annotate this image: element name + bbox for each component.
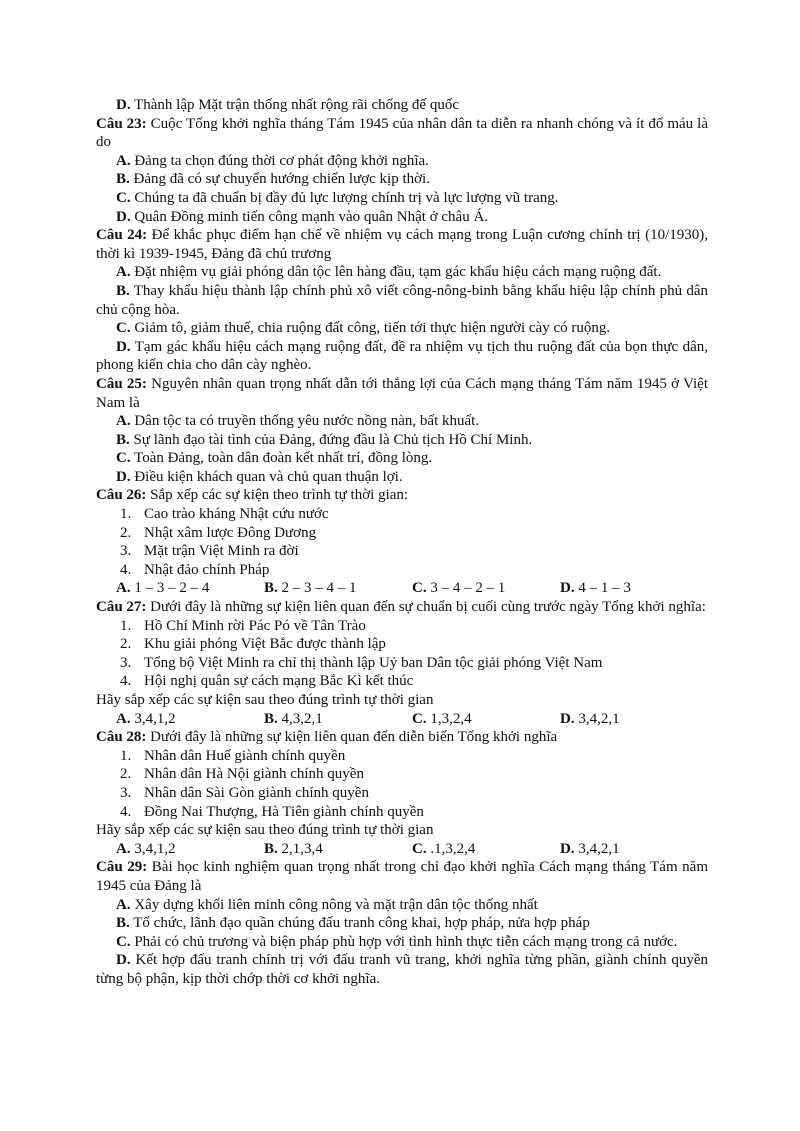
q23-stem <box>96 115 708 152</box>
q25-option-d <box>96 468 708 487</box>
q28-item <box>96 765 708 784</box>
option-letter: C. <box>412 710 427 727</box>
option-text: Giảm tô, giảm thuế, chia ruộng đất công, tiến tới thực hiện người cày có ruộng. <box>134 320 611 337</box>
option-letter: A. <box>116 580 131 597</box>
option-text: 3 – 4 – 2 – 1 <box>430 580 506 597</box>
q24-stem <box>96 226 708 263</box>
q24-option-d <box>96 338 708 375</box>
q22-option-d <box>96 96 708 115</box>
option-text: Quân Đồng minh tiến công mạnh vào quân Nhật ở châu Á. <box>134 208 489 225</box>
option-text: Thay khẩu hiệu thành lập chính phủ xô viết công-nông-binh bằng khẩu hiệu lập chính phủ dân chủ cộng hòa. <box>96 282 708 318</box>
item-text: Khu giải phóng Việt Bắc được thành lập <box>144 636 386 653</box>
q23-option-d <box>96 208 708 227</box>
item-number: 2. <box>120 524 132 541</box>
item-number: 2. <box>120 636 132 653</box>
answer-a <box>116 710 264 729</box>
item-number: 3. <box>120 543 132 560</box>
q25-option-a <box>96 412 708 431</box>
q25-stem <box>96 375 708 412</box>
option-text: 3,4,1,2 <box>134 710 176 727</box>
q27-instruction: Hãy sắp xếp các sự kiện sau theo đúng trình tự thời gian <box>96 692 434 708</box>
option-text: 4 – 1 – 3 <box>578 580 631 597</box>
answer-a <box>116 579 264 598</box>
question-label: Câu 24: <box>96 227 148 244</box>
item-number: 4. <box>120 561 132 578</box>
q26-item <box>96 542 708 561</box>
item-text: Tổng bộ Việt Minh ra chỉ thị thành lập Uỷ ban Dân tộc giải phóng Việt Nam <box>144 654 603 671</box>
option-letter: D. <box>560 580 575 597</box>
option-text: Điều kiện khách quan và chủ quan thuận lợi. <box>134 468 403 485</box>
answer-d <box>560 710 708 729</box>
q29-stem <box>96 858 708 895</box>
answer-c <box>412 710 560 729</box>
option-letter: B. <box>264 840 278 857</box>
q27-item <box>96 672 708 691</box>
option-text: Thành lập Mặt trận thống nhất rộng rãi chống đế quốc <box>134 97 459 113</box>
option-text: Xây dựng khối liên minh công nông và mặt trận dân tộc thống nhất <box>134 896 538 913</box>
q25-option-c <box>96 449 708 468</box>
option-letter: D. <box>116 97 131 113</box>
q28-item <box>96 747 708 766</box>
q28-answers <box>96 840 708 859</box>
q29-option-b <box>96 914 708 933</box>
option-letter: D. <box>116 338 131 355</box>
q23-option-c <box>96 189 708 208</box>
option-text: Tổ chức, lãnh đạo quần chúng đấu tranh công khai, hợp pháp, nửa hợp pháp <box>133 915 590 932</box>
option-text: Đặt nhiệm vụ giải phóng dân tộc lên hàng đầu, tạm gác khẩu hiệu cách mạng ruộng đất. <box>134 264 662 281</box>
q26-stem <box>96 486 708 505</box>
option-letter: D. <box>560 710 575 727</box>
item-text: Mặt trận Việt Minh ra đời <box>144 543 299 560</box>
question-text: Dưới đây là những sự kiện liên quan đến diễn biến Tổng khởi nghĩa <box>150 729 558 746</box>
question-label: Câu 26: <box>96 487 147 504</box>
option-letter: D. <box>116 208 131 225</box>
option-letter: C. <box>116 320 131 337</box>
answer-a <box>116 840 264 859</box>
option-letter: A. <box>116 840 131 857</box>
item-text: Nhân dân Huế giành chính quyền <box>144 747 346 764</box>
item-text: Nhân dân Sài Gòn giành chính quyền <box>144 784 369 801</box>
item-text: Đồng Nai Thượng, Hà Tiên giành chính quyền <box>144 803 424 820</box>
q29-option-c <box>96 933 708 952</box>
exam-page <box>96 96 708 989</box>
item-number: 1. <box>120 506 132 523</box>
q28-instruction: Hãy sắp xếp các sự kiện sau theo đúng trình tự thời gian <box>96 822 434 839</box>
question-label: Câu 27: <box>96 599 147 616</box>
item-number: 3. <box>120 654 132 671</box>
option-text: Tạm gác khẩu hiệu cách mạng ruộng đất, đề ra nhiệm vụ tịch thu ruộng đất của bọn thực dân, phong kiến chia cho dân cày nghèo. <box>96 338 708 374</box>
option-text: Toàn Đảng, toàn dân đoàn kết nhất trí, đồng lòng. <box>134 450 433 467</box>
item-number: 3. <box>120 784 132 801</box>
option-letter: A. <box>116 264 131 281</box>
q25-option-b <box>96 431 708 450</box>
q24-option-c <box>96 319 708 338</box>
option-letter: B. <box>116 915 130 932</box>
question-label: Câu 29: <box>96 859 148 876</box>
q29-option-d <box>96 951 708 988</box>
question-text: Sắp xếp các sự kiện theo trình tự thời gian: <box>150 487 409 504</box>
q24-option-b <box>96 282 708 319</box>
option-text: 1,3,2,4 <box>430 710 472 727</box>
q26-answers <box>96 579 708 598</box>
option-text: .1,3,2,4 <box>430 840 476 857</box>
option-text: Chúng ta đã chuẩn bị đầy đủ lực lượng chính trị và lực lượng vũ trang. <box>134 189 559 206</box>
item-text: Nhân dân Hà Nội giành chính quyền <box>144 766 364 783</box>
option-text: Sự lãnh đạo tài tình của Đảng, đứng đầu là Chủ tịch Hồ Chí Minh. <box>133 431 533 448</box>
option-letter: A. <box>116 152 131 169</box>
q27-item <box>96 654 708 673</box>
question-text: Bài học kinh nghiệm quan trọng nhất trong chỉ đạo khởi nghĩa Cách mạng tháng Tám năm 1945 của Đảng là <box>96 859 709 894</box>
option-letter: D. <box>116 952 131 969</box>
item-number: 4. <box>120 803 132 820</box>
item-number: 2. <box>120 766 132 783</box>
q27-answers <box>96 710 708 729</box>
question-label: Câu 28: <box>96 729 147 746</box>
option-text: Dân tộc ta có truyền thống yêu nước nồng nàn, bất khuất. <box>134 413 480 430</box>
option-text: Phải có chủ trương và biện pháp phù hợp với tình hình thực tiễn cách mạng trong cả nước. <box>134 933 678 950</box>
item-number: 1. <box>120 617 132 634</box>
question-label: Câu 25: <box>96 375 147 392</box>
q28-stem <box>96 728 708 747</box>
q23-option-b <box>96 170 708 189</box>
question-text: Cuộc Tổng khởi nghĩa tháng Tám 1945 của nhân dân ta diễn ra nhanh chóng và ít đổ máu là do <box>96 115 709 151</box>
answer-b <box>264 840 412 859</box>
question-text: Nguyên nhân quan trọng nhất dẫn tới thắng lợi của Cách mạng tháng Tám năm 1945 ở Việt Nam là <box>96 375 709 411</box>
option-letter: C. <box>116 189 131 206</box>
option-text: 3,4,2,1 <box>578 840 620 857</box>
option-text: Đảng ta chọn đúng thời cơ phát động khởi nghĩa. <box>134 152 429 169</box>
option-letter: B. <box>116 282 130 299</box>
option-letter: C. <box>116 933 131 950</box>
option-letter: D. <box>116 468 131 485</box>
answer-b <box>264 579 412 598</box>
q28-item <box>96 784 708 803</box>
item-text: Hồ Chí Minh rời Pác Pó về Tân Trào <box>144 617 366 634</box>
option-text: 1 – 3 – 2 – 4 <box>134 580 210 597</box>
q26-item <box>96 524 708 543</box>
option-letter: A. <box>116 896 131 913</box>
option-letter: A. <box>116 413 131 430</box>
question-label: Câu 23: <box>96 115 147 132</box>
q27-stem <box>96 598 708 617</box>
item-text: Nhật đảo chính Pháp <box>144 561 270 578</box>
item-text: Cao trào kháng Nhật cứu nước <box>144 506 329 523</box>
option-letter: B. <box>116 171 130 188</box>
option-text: Kết hợp đấu tranh chính trị với đấu tranh vũ trang, khởi nghĩa từng phần, giành chính quyền từng bộ phận, kịp thời chớp thời cơ khởi nghĩa. <box>96 952 709 987</box>
option-letter: B. <box>264 580 278 597</box>
q24-option-a <box>96 263 708 282</box>
option-letter: C. <box>412 840 427 857</box>
answer-d <box>560 840 708 859</box>
q28-item <box>96 803 708 822</box>
option-letter: D. <box>560 840 575 857</box>
option-text: Đảng đã có sự chuyển hướng chiến lược kịp thời. <box>133 171 430 188</box>
option-letter: B. <box>264 710 278 727</box>
item-number: 4. <box>120 673 132 690</box>
option-letter: C. <box>116 450 131 467</box>
question-text: Để khắc phục điểm hạn chế về nhiệm vụ cách mạng trong Luận cương chính trị (10/1930), thời kì 1939-1945, Đảng đã chủ trương <box>96 227 708 262</box>
option-letter: B. <box>116 431 130 448</box>
answer-c <box>412 579 560 598</box>
q27-item <box>96 635 708 654</box>
option-text: 2 – 3 – 4 – 1 <box>281 580 357 597</box>
answer-b <box>264 710 412 729</box>
q26-item <box>96 561 708 580</box>
item-number: 1. <box>120 747 132 764</box>
q26-item <box>96 505 708 524</box>
option-text: 2,1,3,4 <box>281 840 323 857</box>
q23-option-a <box>96 152 708 171</box>
q29-option-a <box>96 896 708 915</box>
item-text: Hội nghị quân sự cách mạng Bắc Kì kết thúc <box>144 673 414 690</box>
q27-item <box>96 617 708 636</box>
option-text: 3,4,2,1 <box>578 710 620 727</box>
answer-c <box>412 840 560 859</box>
answer-d <box>560 579 708 598</box>
option-letter: A. <box>116 710 131 727</box>
option-text: 3,4,1,2 <box>134 840 176 857</box>
item-text: Nhật xâm lược Đông Dương <box>144 524 317 541</box>
option-letter: C. <box>412 580 427 597</box>
option-text: 4,3,2,1 <box>281 710 323 727</box>
question-text: Dưới đây là những sự kiện liên quan đến sự chuẩn bị cuối cùng trước ngày Tổng khởi nghĩa: <box>150 599 706 616</box>
